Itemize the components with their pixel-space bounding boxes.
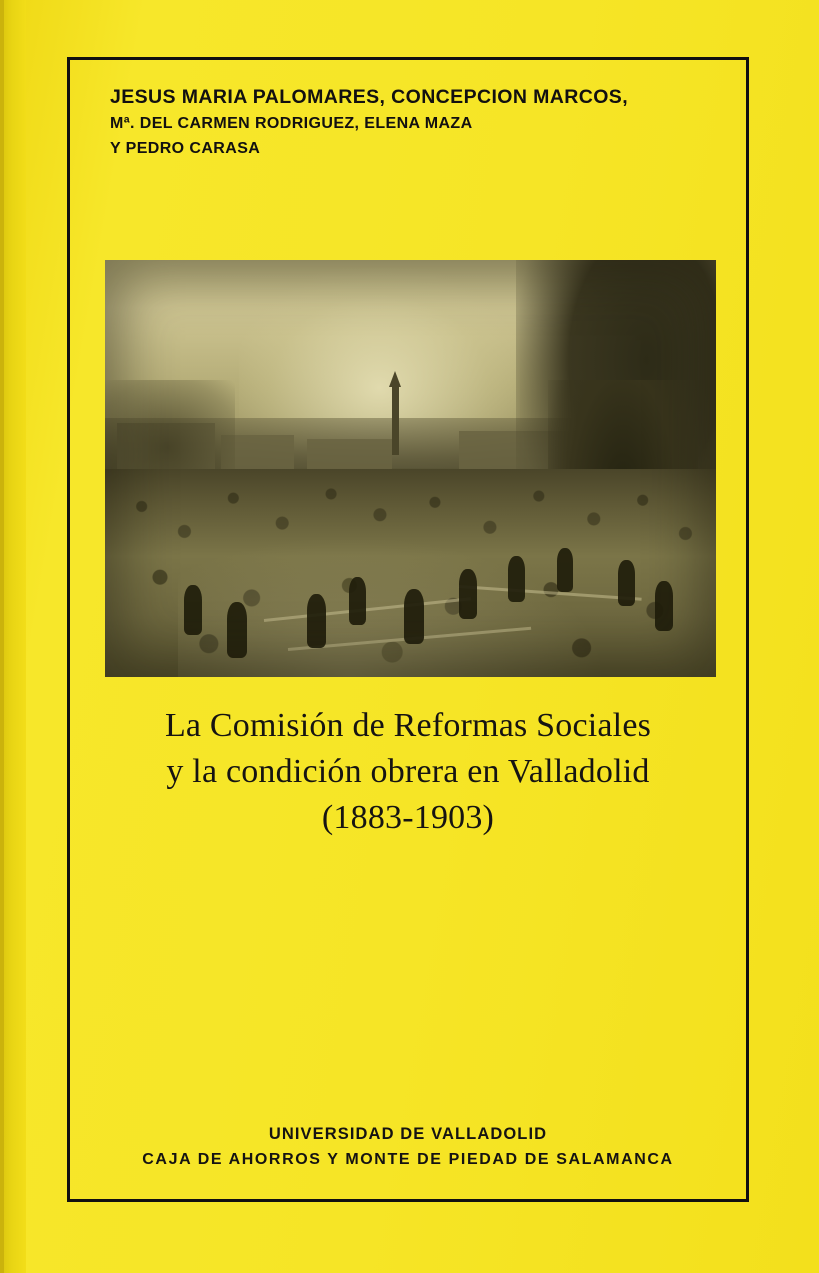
title-line-2: y la condición obrera en Valladolid (166, 753, 650, 790)
authors-block (110, 85, 710, 162)
title-line-1: La Comisión de Reformas Sociales (164, 707, 652, 744)
publisher-block (70, 1122, 746, 1172)
photograph-image (105, 260, 716, 677)
cover-photograph (105, 260, 716, 677)
spine-edge (0, 0, 4, 1273)
publisher-line-1: UNIVERSIDAD DE VALLADOLID (268, 1125, 548, 1143)
photo-vignette (105, 260, 716, 677)
title-line-3: (1883-1903) (321, 799, 495, 836)
publisher-line-2: CAJA DE AHORROS Y MONTE DE PIEDAD DE SALAMANCA (142, 1151, 674, 1168)
author-line-2: Mª. DEL CARMEN RODRIGUEZ, ELENA MAZA (110, 114, 473, 132)
author-line-1: JESUS MARIA PALOMARES, CONCEPCION MARCOS, (110, 86, 629, 108)
book-title (70, 703, 746, 841)
author-line-3: Y PEDRO CARASA (110, 140, 261, 157)
